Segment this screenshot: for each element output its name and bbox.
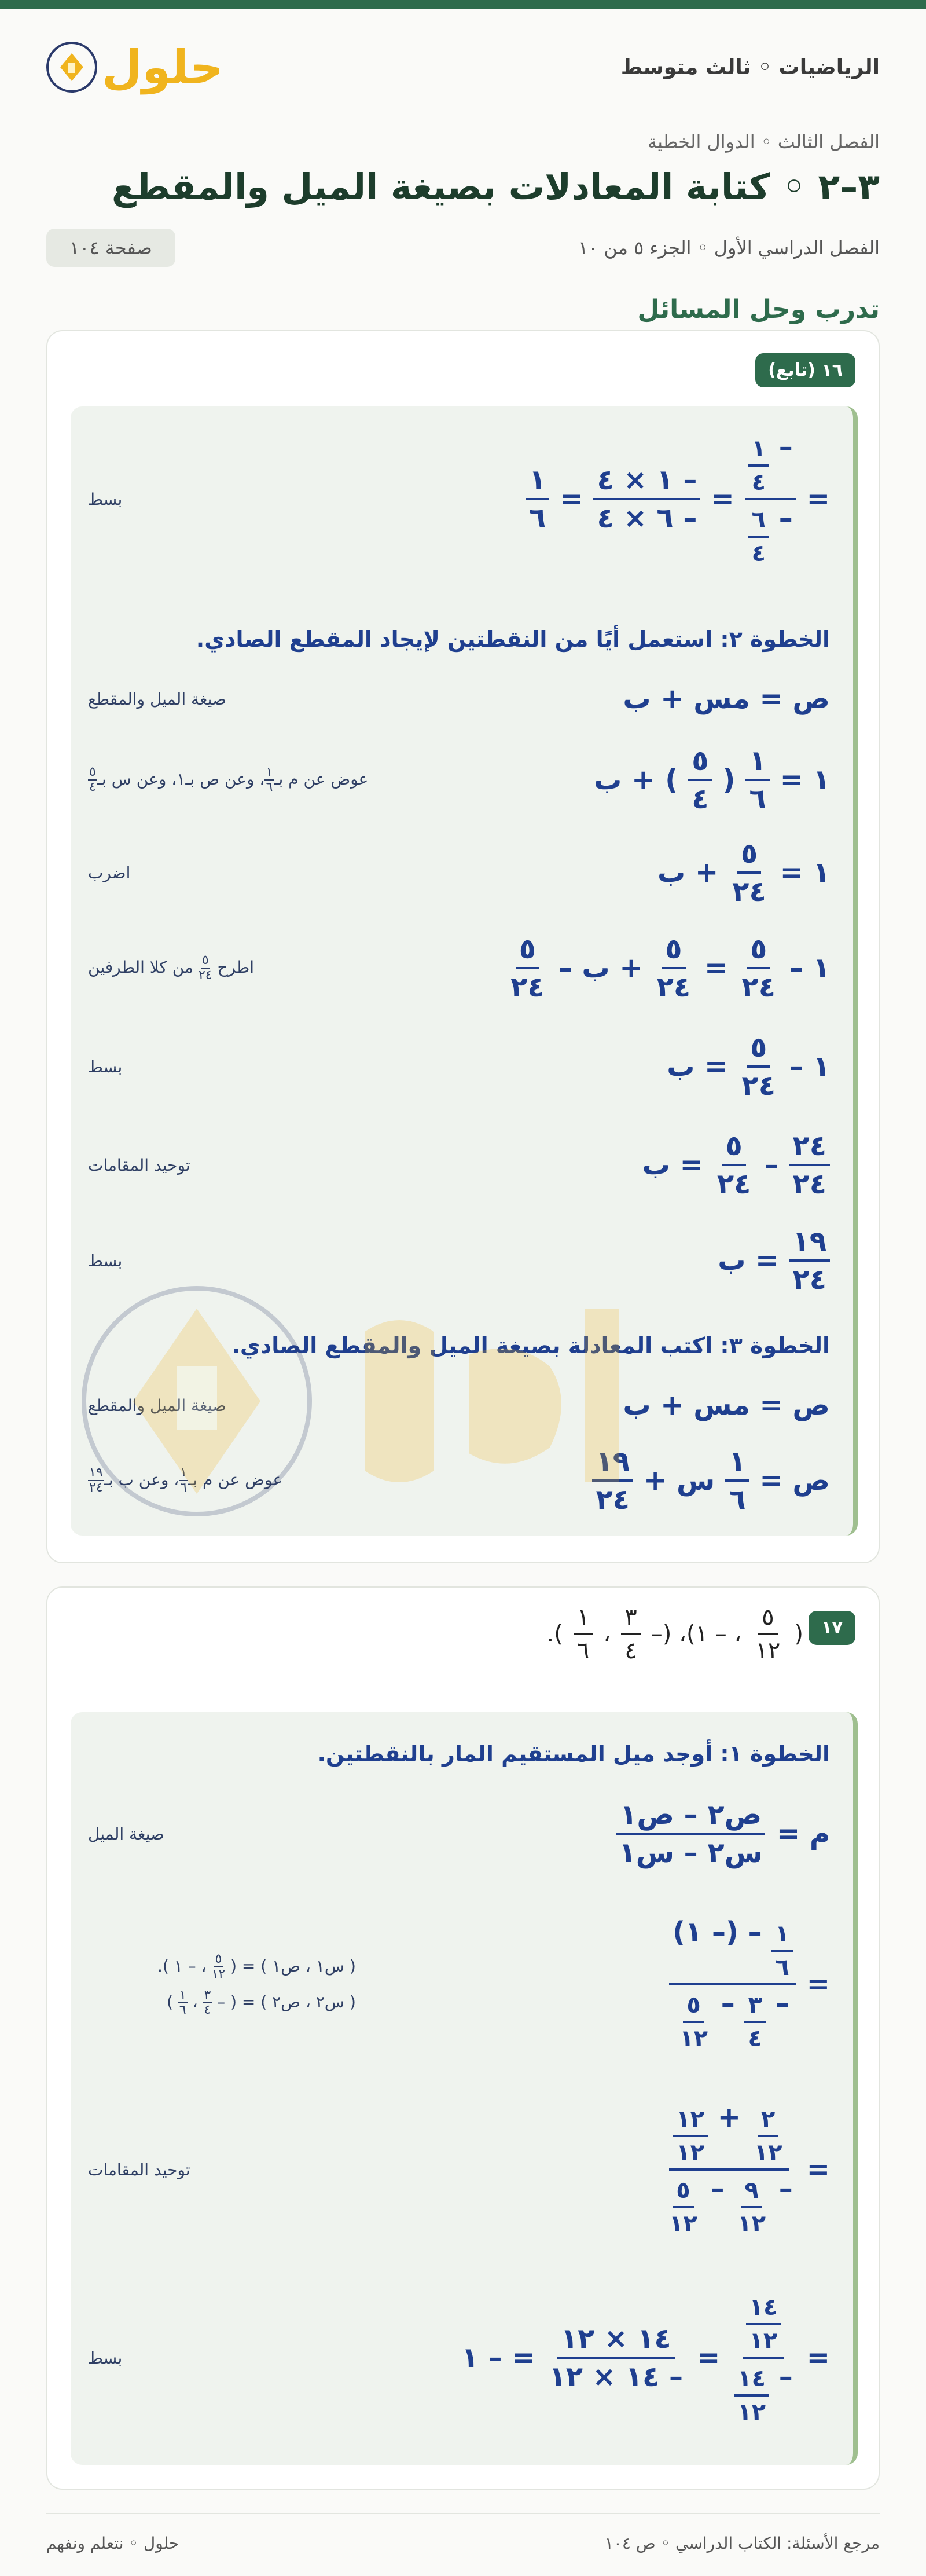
meta-row bbox=[0, 208, 926, 267]
step-note: بسط bbox=[88, 1251, 123, 1270]
chapter-label: الفصل الثالث ◦ الدوال الخطية bbox=[648, 131, 880, 153]
note-text: ( س٢ ، ص٢ ) = bbox=[241, 1992, 356, 2011]
brand-name: حلول bbox=[102, 40, 223, 94]
note-text: ( س١ ، ص١ ) = bbox=[241, 1956, 356, 1976]
step-3-heading: الخطوة ٣: اكتب المعادلة بصيغة الميل والمقطع الصادي. bbox=[232, 1333, 830, 1358]
note-text: عوض عن م بـ bbox=[188, 1470, 283, 1489]
step-note: صيغة الميل والمقطع bbox=[88, 689, 226, 709]
note-text: اطرح bbox=[217, 958, 255, 977]
page-title: ٣–٢ ◦ كتابة المعادلات بصيغة الميل والمقطع bbox=[111, 166, 880, 208]
term-info: الفصل الدراسي الأول ◦ الجزء ٥ من ١٠ bbox=[578, 237, 880, 259]
subtract-row bbox=[71, 930, 853, 1006]
brand-logo[interactable] bbox=[46, 41, 223, 94]
substitute-points-row bbox=[71, 1909, 853, 2060]
step-note: بسط bbox=[88, 1057, 123, 1076]
equation: $\frac{٢٤}{٢٤}$ – $\frac{٥}{٢٤}$ = ب bbox=[642, 1131, 830, 1199]
equation: ص = $\frac{١}{٦}$ س + $\frac{١٩}{٢٤}$ bbox=[592, 1447, 830, 1515]
substitute-row bbox=[71, 742, 853, 818]
equation: ١ = $\frac{١}{٦}$ ( $\frac{٥}{٤}$ ) + ب bbox=[594, 744, 830, 815]
step-note: توحيد المقامات bbox=[88, 2160, 190, 2179]
exercise-card-16 bbox=[46, 330, 880, 1563]
footer-tagline: حلول ◦ نتعلم ونفهم bbox=[46, 2534, 179, 2553]
equation: ص = مس + ب bbox=[623, 683, 830, 715]
footer bbox=[46, 2513, 880, 2553]
note-text: من كلا الطرفين bbox=[88, 958, 194, 977]
top-accent-bar bbox=[0, 0, 926, 9]
step-note: بسط bbox=[88, 489, 123, 509]
step-note: عوض عن م بـ ١ ٦ ، وعن ب بـ ١٩ ٢٤ bbox=[89, 1465, 283, 1495]
header bbox=[0, 9, 926, 96]
points-note bbox=[157, 1948, 356, 2020]
note-text: عوض عن م بـ bbox=[274, 769, 369, 789]
common-denominator-row bbox=[71, 1127, 853, 1203]
equation: ١ – $\frac{٥}{٢٤}$ = ب bbox=[667, 1031, 830, 1102]
exercise-number-badge: ١٧ bbox=[809, 1611, 855, 1645]
simplify-row bbox=[71, 431, 853, 567]
equation: $\frac{١٩}{٢٤}$ = ب bbox=[718, 1227, 830, 1295]
solution-panel bbox=[71, 406, 858, 1536]
subject-label: الرياضيات ◦ ثالث متوسط bbox=[620, 55, 880, 79]
note-text: ، وعن ص بـ١، وعن س بـ bbox=[97, 769, 265, 789]
pencil-icon bbox=[46, 42, 97, 93]
exercise-card-17 bbox=[46, 1586, 880, 2490]
page-number-badge: صفحة ١٠٤ bbox=[46, 229, 175, 267]
slope-formula-row bbox=[71, 1793, 853, 1874]
equation: ١ – $\frac{٥}{٢٤}$ = $\frac{٥}{٢٤}$ + ب – $\frac{٥}{٢٤}$ bbox=[510, 932, 830, 1003]
point-2: ( س٢ ، ص٢ ) = ( – ٣ ٤ ، ١ ٦ ) bbox=[166, 1987, 356, 2017]
final-equation-row bbox=[71, 1443, 853, 1518]
equation: ١ = $\frac{٥}{٢٤}$ + ب bbox=[657, 837, 830, 908]
step-1-heading: الخطوة ١: أوجد ميل المستقيم المار بالنقطتين. bbox=[317, 1741, 830, 1767]
formula-row-2 bbox=[71, 1385, 853, 1426]
step-2-heading: الخطوة ٢: استعمل أيًا من النقطتين لإيجاد المقطع الصادي. bbox=[196, 626, 830, 652]
equation: = $\frac{١٤}{١٢}$ – $\frac{١٤}{١٢}$ = $\frac{١٤ \times ١٢}{- ١٤ \times ١٢}$ = – ١ bbox=[462, 2291, 830, 2424]
solution-panel bbox=[71, 1712, 858, 2465]
step-note: توحيد المقامات bbox=[88, 1155, 190, 1175]
equation: ص = مس + ب bbox=[623, 1389, 830, 1421]
step-note: بسط bbox=[88, 2348, 123, 2368]
step-note: اضرب bbox=[88, 863, 131, 882]
exercise-number-badge: ١٦ (تابع) bbox=[755, 353, 855, 387]
problem-points: ( $\frac{٥}{١٢}$ ، – ١)، (– $\frac{٣}{٤}$ ، $\frac{١}{٦}$ ). bbox=[546, 1604, 803, 1664]
step-note: اطرح ٥ ٢٤ من كلا الطرفين bbox=[88, 952, 255, 983]
equation: م = $\frac{\text{ص٢ – ص١}}{\text{س٢ – س١}}$ bbox=[615, 1800, 830, 1868]
note-text: ، وعن ب بـ bbox=[104, 1470, 179, 1489]
step-note: عوض عن م بـ ١ ٦ ، وعن ص بـ١، وعن س بـ ٥ ٤ bbox=[89, 764, 369, 794]
step-note: صيغة الميل bbox=[88, 1824, 164, 1844]
result-row bbox=[71, 1223, 853, 1298]
equation: = $\frac{٢}{١٢}$ + $\frac{١٢}{١٢}$ – $\frac{٩}{١٢}$ – $\frac{٥}{١٢}$ bbox=[668, 2101, 830, 2237]
equation: = – $\frac{١}{٤}$ – $\frac{٦}{٤}$ = $\frac{- ١ \times ٤}{- ٦ \times ٤}$ = $\frac{١}{٦}$ bbox=[526, 433, 830, 566]
footer-source: مرجع الأسئلة: الكتاب الدراسي ◦ ص ١٠٤ bbox=[604, 2534, 880, 2553]
section-title: تدرب وحل المسائل bbox=[637, 295, 880, 324]
formula-row bbox=[71, 679, 853, 719]
simplify-row-2 bbox=[71, 1029, 853, 1104]
equation: = $\frac{١}{٦}$ – (– ١) – $\frac{٣}{٤}$ – $\frac{٥}{١٢}$ bbox=[669, 1918, 830, 2051]
point-1: ( س١ ، ص١ ) = ( ٥ ١٢ ، – ١ ). bbox=[157, 1952, 356, 1982]
simplify-row bbox=[71, 2274, 853, 2442]
step-note: صيغة الميل والمقطع bbox=[88, 1395, 226, 1415]
multiply-row bbox=[71, 835, 853, 910]
common-denominator-row bbox=[71, 2088, 853, 2251]
